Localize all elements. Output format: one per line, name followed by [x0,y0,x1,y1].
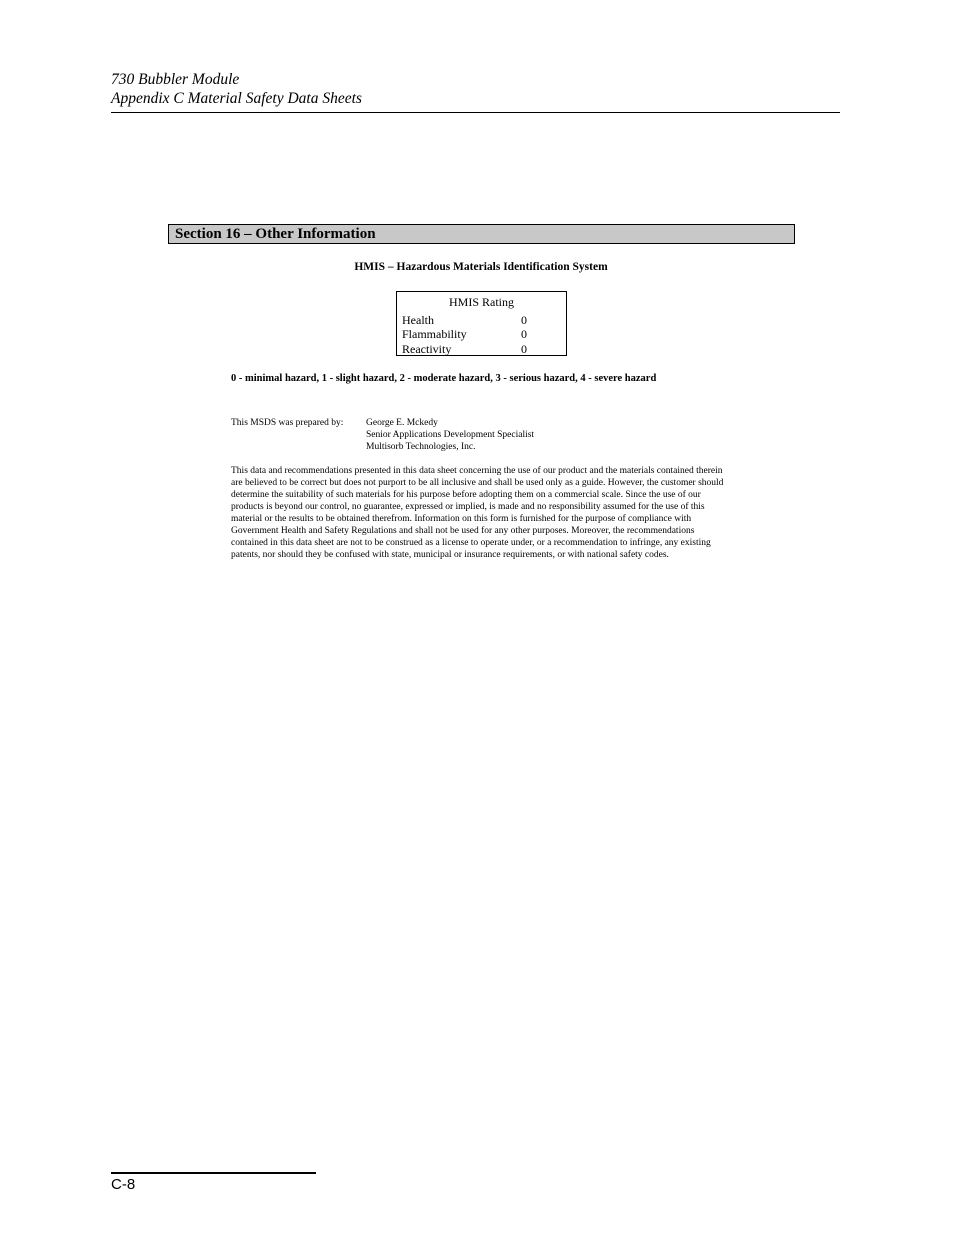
hmis-title: HMIS – Hazardous Materials Identification System [354,261,608,273]
header-divider [111,112,840,113]
preparer-company: Multisorb Technologies, Inc. [366,442,476,452]
hmis-row-value: 0 [521,313,527,327]
hmis-row-flammability [402,327,562,341]
hmis-row-label: Flammability [402,327,467,341]
hmis-row-label: Health [402,313,434,327]
hmis-row-health [402,313,562,327]
hazard-legend: 0 - minimal hazard, 1 - slight hazard, 2 - moderate hazard, 3 - serious hazard, 4 - severe hazard [231,373,657,384]
page-header [111,70,840,108]
hmis-rating-table [396,291,567,356]
prepared-by-label: This MSDS was prepared by: [231,418,344,428]
preparer-name: George E. Mckedy [366,418,438,428]
hmis-row-value: 0 [521,327,527,341]
footer-divider [111,1172,316,1174]
page-number: C-8 [111,1176,136,1193]
hmis-row-label: Reactivity [402,342,452,356]
hmis-rating-title: HMIS Rating [448,295,514,309]
disclaimer-paragraph: This data and recommendations presented in this data sheet concerning the use of our product and the materials contained therein are believed to be correct but does not purport to be all inclusive and shall be used only as a guide. However, the customer should determine the suitability of such materials for his purpose before adopting them on a commercial scale. Since the use of our products is beyond our control, no guarantee, expressed or implied, is made and no responsibility assumed for the use of this material or the results to be obtained therefrom. Information on this form is furnished for the purpose of compliance with Government Health and Safety Regulations and shall not be used for any other purposes. Moreover, the recommendations contained in this data sheet are not to be construed as a license to operate under, or a recommendation to infringe, any existing patents, nor should they be confused with state, municipal or insurance requirements, or with national safety codes. [231,466,724,560]
hmis-row-reactivity [402,342,562,356]
hmis-row-value: 0 [521,342,527,356]
header-title: 730 Bubbler Module [111,71,240,88]
header-subtitle: Appendix C Material Safety Data Sheets [111,90,362,107]
preparer-role: Senior Applications Development Specialist [366,430,535,440]
section-heading: Section 16 – Other Information [168,224,795,244]
